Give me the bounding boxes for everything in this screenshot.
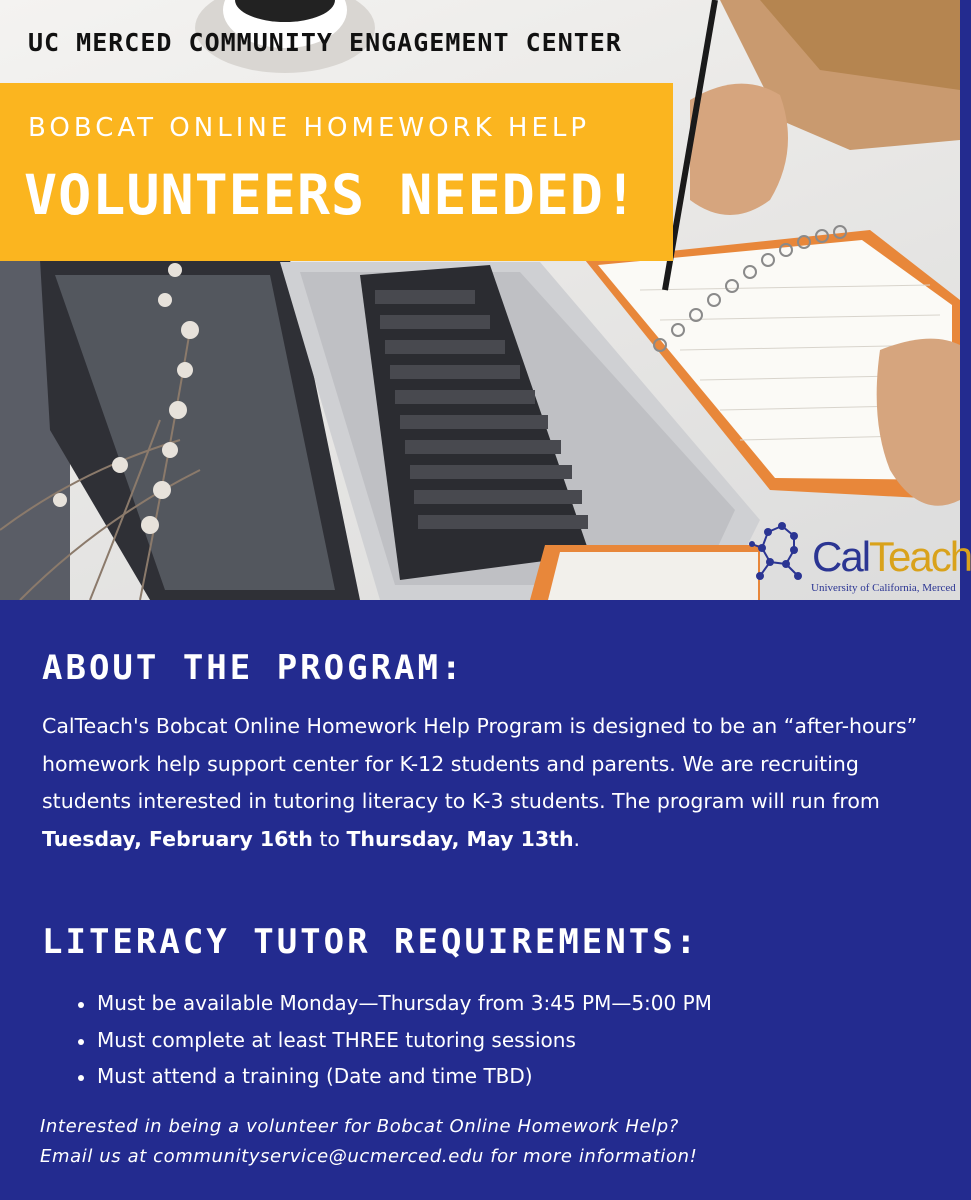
requirements-heading: LITERACY TUTOR REQUIREMENTS: [42,922,700,962]
about-paragraph [42,708,922,858]
info-panel [0,600,960,1200]
call-to-action [40,1112,930,1172]
requirements-list [76,985,712,1095]
cta-line-2: Email us at communityservice@ucmerced.edu for more information! [40,1146,698,1167]
about-heading: ABOUT THE PROGRAM: [42,648,465,688]
about-text-end: . [573,826,581,851]
list-item: Must attend a training (Date and time TBD) [76,1058,712,1095]
org-title: UC MERCED COMMUNITY ENGAGEMENT CENTER [28,28,622,57]
headline-banner [0,83,673,261]
logo-word-teach: Teach [869,533,971,580]
end-date: Thursday, May 13th [346,826,574,851]
list-item: Must complete at least THREE tutoring sessions [76,1022,712,1059]
cta-line-1: Interested in being a volunteer for Bobcat Online Homework Help? [40,1116,679,1137]
molecule-icon [748,518,814,588]
list-item: Must be available Monday—Thursday from 3:45 PM—5:00 PM [76,985,712,1022]
logo-subtitle: University of California, Merced [811,582,956,594]
program-name: BOBCAT ONLINE HOMEWORK HELP [28,113,591,143]
start-date: Tuesday, February 16th [42,826,313,851]
headline: VOLUNTEERS NEEDED! [24,163,639,227]
calteach-logo [748,518,971,600]
about-text-connector: to [312,826,347,851]
logo-wordmark [812,533,971,580]
about-text: CalTeach's Bobcat Online Homework Help Program is designed to be an “after-hours” homework help support center for K-12 students and parents. We are recruiting students interested in tutoring literacy to K-3 students. The program will run from [42,714,918,813]
logo-word-cal: Cal [812,533,870,580]
